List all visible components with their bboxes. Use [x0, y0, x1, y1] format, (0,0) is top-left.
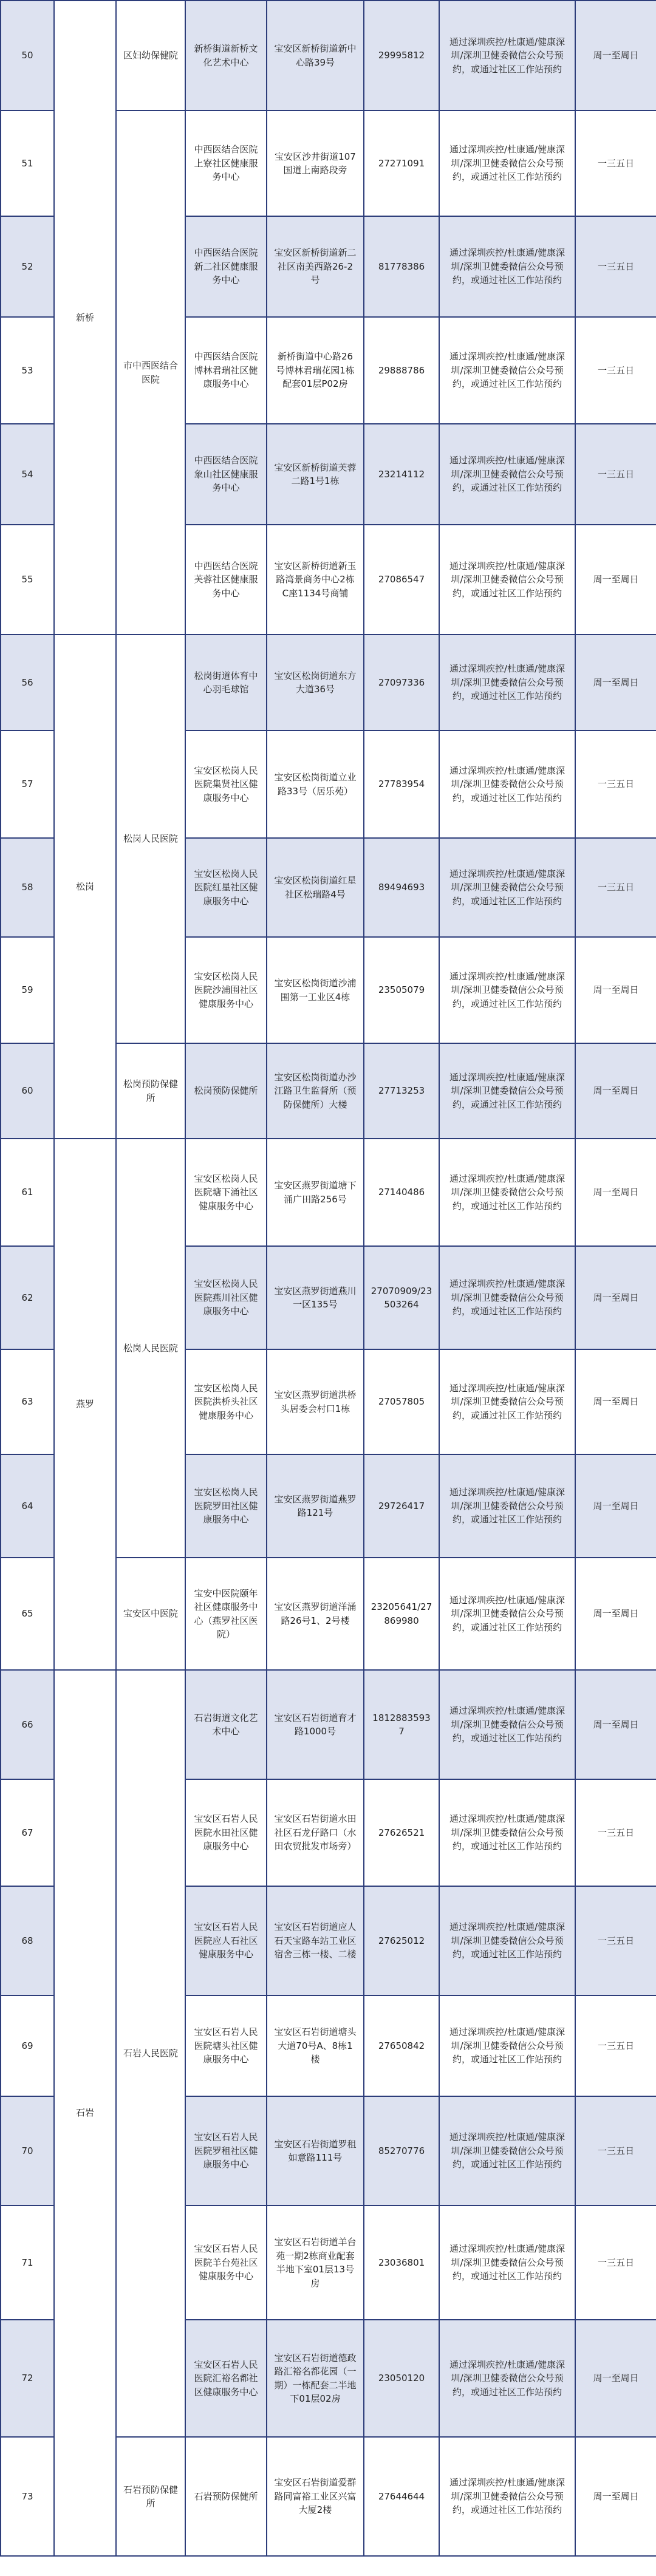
site-phone: 85270776 [364, 2096, 439, 2206]
booking-method: 通过深圳疾控/杜康通/健康深圳/深圳卫健委微信公众号预约，或通过社区工作站预约 [439, 317, 575, 424]
booking-method: 通过深圳疾控/杜康通/健康深圳/深圳卫健委微信公众号预约，或通过社区工作站预约 [439, 1349, 575, 1454]
row-number: 55 [1, 525, 54, 635]
street-cell: 石岩 [54, 1670, 116, 2556]
site-address: 宝安区石岩街道德政路汇裕名都花园（一期）一栋配套二半地下01层02房 [267, 2320, 364, 2437]
row-number: 69 [1, 1995, 54, 2096]
service-days: 周一至周日 [575, 1043, 656, 1139]
site-address: 宝安区石岩街道应人石天宝路车站工业区宿舍三栋一楼、二楼 [267, 1886, 364, 1995]
row-number: 70 [1, 2096, 54, 2206]
site-address: 宝安区石岩街道塘头大道70号A、8栋1楼 [267, 1995, 364, 2096]
site-name: 宝安区松岗人民医院集贤社区健康服务中心 [185, 731, 267, 838]
booking-method: 通过深圳疾控/杜康通/健康深圳/深圳卫健委微信公众号预约，或通过社区工作站预约 [439, 424, 575, 525]
service-days: 周一至周日 [575, 937, 656, 1043]
booking-method: 通过深圳疾控/杜康通/健康深圳/深圳卫健委微信公众号预约，或通过社区工作站预约 [439, 937, 575, 1043]
service-days: 一三五日 [575, 317, 656, 424]
site-address: 宝安区石岩街道羊台苑一期2栋商业配套半地下室01层13号房 [267, 2206, 364, 2320]
site-address: 宝安区燕罗街道洪桥头居委会村口1栋 [267, 1349, 364, 1454]
row-number: 59 [1, 937, 54, 1043]
service-days: 周一至周日 [575, 2320, 656, 2437]
row-number: 67 [1, 1779, 54, 1886]
site-phone: 18128835937 [364, 1670, 439, 1779]
org-cell: 宝安区中医院 [116, 1558, 185, 1670]
site-address: 宝安区新桥街道新二社区南美西路26-2号 [267, 216, 364, 317]
booking-method: 通过深圳疾控/杜康通/健康深圳/深圳卫健委微信公众号预约，或通过社区工作站预约 [439, 1246, 575, 1349]
row-number: 61 [1, 1139, 54, 1246]
site-name: 宝安区松岗人民医院罗田社区健康服务中心 [185, 1454, 267, 1558]
site-name: 中西医结合医院芙蓉社区健康服务中心 [185, 525, 267, 635]
site-name: 宝安区松岗人民医院洪桥头社区健康服务中心 [185, 1349, 267, 1454]
site-phone: 27086547 [364, 525, 439, 635]
booking-method: 通过深圳疾控/杜康通/健康深圳/深圳卫健委微信公众号预约，或通过社区工作站预约 [439, 731, 575, 838]
site-address: 宝安区石岩街道罗租如意路111号 [267, 2096, 364, 2206]
org-cell: 松岗人民医院 [116, 635, 185, 1043]
site-address: 宝安区燕罗街道洋涌路26号1、2号楼 [267, 1558, 364, 1670]
row-number: 66 [1, 1670, 54, 1779]
row-number: 60 [1, 1043, 54, 1139]
row-number: 56 [1, 635, 54, 731]
booking-method: 通过深圳疾控/杜康通/健康深圳/深圳卫健委微信公众号预约，或通过社区工作站预约 [439, 2206, 575, 2320]
service-days: 一三五日 [575, 1886, 656, 1995]
site-name: 宝安区石岩人民医院塘头社区健康服务中心 [185, 1995, 267, 2096]
site-address: 宝安区燕罗街道燕川一区135号 [267, 1246, 364, 1349]
site-phone: 23036801 [364, 2206, 439, 2320]
booking-method: 通过深圳疾控/杜康通/健康深圳/深圳卫健委微信公众号预约，或通过社区工作站预约 [439, 1995, 575, 2096]
booking-method: 通过深圳疾控/杜康通/健康深圳/深圳卫健委微信公众号预约，或通过社区工作站预约 [439, 111, 575, 216]
site-address: 宝安区燕罗街道塘下涌广田路256号 [267, 1139, 364, 1246]
site-phone: 29888786 [364, 317, 439, 424]
row-number: 58 [1, 838, 54, 937]
site-name: 宝安区松岗人民医院沙浦围社区健康服务中心 [185, 937, 267, 1043]
org-cell: 石岩预防保健所 [116, 2437, 185, 2556]
service-days: 一三五日 [575, 731, 656, 838]
table-row [1, 635, 656, 731]
row-number: 65 [1, 1558, 54, 1670]
booking-method: 通过深圳疾控/杜康通/健康深圳/深圳卫健委微信公众号预约，或通过社区工作站预约 [439, 2437, 575, 2556]
service-days: 周一至周日 [575, 1139, 656, 1246]
booking-method: 通过深圳疾控/杜康通/健康深圳/深圳卫健委微信公众号预约，或通过社区工作站预约 [439, 1, 575, 111]
site-name: 宝安区石岩人民医院羊台苑社区健康服务中心 [185, 2206, 267, 2320]
row-number: 57 [1, 731, 54, 838]
booking-method: 通过深圳疾控/杜康通/健康深圳/深圳卫健委微信公众号预约，或通过社区工作站预约 [439, 1139, 575, 1246]
row-number: 53 [1, 317, 54, 424]
site-address: 宝安区松岗街道红星社区松瑞路4号 [267, 838, 364, 937]
site-name: 松岗预防保健所 [185, 1043, 267, 1139]
site-name: 宝安区松岗人民医院塘下涌社区健康服务中心 [185, 1139, 267, 1246]
site-phone: 27097336 [364, 635, 439, 731]
row-number: 72 [1, 2320, 54, 2437]
service-days: 周一至周日 [575, 1670, 656, 1779]
site-name: 石岩预防保健所 [185, 2437, 267, 2556]
row-number: 64 [1, 1454, 54, 1558]
site-name: 宝安区石岩人民医院汇裕名都社区健康服务中心 [185, 2320, 267, 2437]
site-address: 宝安区松岗街道办沙江路卫生监督所（预防保健所）大楼 [267, 1043, 364, 1139]
site-phone: 23214112 [364, 424, 439, 525]
site-name: 石岩街道文化艺术中心 [185, 1670, 267, 1779]
site-phone: 27713253 [364, 1043, 439, 1139]
service-days: 周一至周日 [575, 1246, 656, 1349]
row-number: 71 [1, 2206, 54, 2320]
site-address: 宝安区新桥街道新中心路39号 [267, 1, 364, 111]
site-address: 宝安区沙井街道107国道上南路段旁 [267, 111, 364, 216]
row-number: 54 [1, 424, 54, 525]
site-address: 宝安区燕罗街道燕罗路121号 [267, 1454, 364, 1558]
site-address: 宝安区松岗街道东方大道36号 [267, 635, 364, 731]
row-number: 50 [1, 1, 54, 111]
site-phone: 27070909/23503264 [364, 1246, 439, 1349]
service-days: 周一至周日 [575, 1454, 656, 1558]
site-phone: 27626521 [364, 1779, 439, 1886]
booking-method: 通过深圳疾控/杜康通/健康深圳/深圳卫健委微信公众号预约，或通过社区工作站预约 [439, 1454, 575, 1558]
service-days: 一三五日 [575, 2096, 656, 2206]
service-days: 一三五日 [575, 216, 656, 317]
site-phone: 29726417 [364, 1454, 439, 1558]
street-cell: 松岗 [54, 635, 116, 1139]
site-phone: 27783954 [364, 731, 439, 838]
org-cell: 区妇幼保健院 [116, 1, 185, 111]
service-days: 一三五日 [575, 1779, 656, 1886]
site-name: 中西医结合医院象山社区健康服务中心 [185, 424, 267, 525]
service-days: 一三五日 [575, 838, 656, 937]
service-days: 周一至周日 [575, 635, 656, 731]
site-phone: 27271091 [364, 111, 439, 216]
site-phone: 27057805 [364, 1349, 439, 1454]
site-name: 宝安区松岗人民医院红星社区健康服务中心 [185, 838, 267, 937]
site-phone: 27650842 [364, 1995, 439, 2096]
service-days: 周一至周日 [575, 1349, 656, 1454]
site-address: 宝安区松岗街道立业路33号（居乐苑） [267, 731, 364, 838]
booking-method: 通过深圳疾控/杜康通/健康深圳/深圳卫健委微信公众号预约，或通过社区工作站预约 [439, 635, 575, 731]
booking-method: 通过深圳疾控/杜康通/健康深圳/深圳卫健委微信公众号预约，或通过社区工作站预约 [439, 216, 575, 317]
site-phone: 23205641/27869980 [364, 1558, 439, 1670]
booking-method: 通过深圳疾控/杜康通/健康深圳/深圳卫健委微信公众号预约，或通过社区工作站预约 [439, 1886, 575, 1995]
booking-method: 通过深圳疾控/杜康通/健康深圳/深圳卫健委微信公众号预约，或通过社区工作站预约 [439, 1779, 575, 1886]
service-days: 一三五日 [575, 111, 656, 216]
site-phone: 29995812 [364, 1, 439, 111]
site-phone: 81778386 [364, 216, 439, 317]
service-days: 一三五日 [575, 1995, 656, 2096]
org-cell: 市中西医结合医院 [116, 111, 185, 635]
booking-method: 通过深圳疾控/杜康通/健康深圳/深圳卫健委微信公众号预约，或通过社区工作站预约 [439, 1043, 575, 1139]
org-cell: 松岗预防保健所 [116, 1043, 185, 1139]
service-days: 周一至周日 [575, 525, 656, 635]
org-cell: 石岩人民医院 [116, 1670, 185, 2437]
service-days: 周一至周日 [575, 1558, 656, 1670]
site-name: 中西医结合医院新二社区健康服务中心 [185, 216, 267, 317]
org-cell: 松岗人民医院 [116, 1139, 185, 1558]
street-cell: 燕罗 [54, 1139, 116, 1670]
site-name: 松岗街道体育中心羽毛球馆 [185, 635, 267, 731]
service-days: 周一至周日 [575, 2437, 656, 2556]
site-address: 宝安区石岩街道水田社区石龙仔路口（水田农贸批发市场旁） [267, 1779, 364, 1886]
row-number: 68 [1, 1886, 54, 1995]
booking-method: 通过深圳疾控/杜康通/健康深圳/深圳卫健委微信公众号预约，或通过社区工作站预约 [439, 838, 575, 937]
booking-method: 通过深圳疾控/杜康通/健康深圳/深圳卫健委微信公众号预约，或通过社区工作站预约 [439, 1670, 575, 1779]
site-phone: 27140486 [364, 1139, 439, 1246]
street-cell: 新桥 [54, 1, 116, 635]
service-days: 周一至周日 [575, 1, 656, 111]
site-phone: 89494693 [364, 838, 439, 937]
table-row [1, 1670, 656, 1779]
site-name: 宝安区石岩人民医院水田社区健康服务中心 [185, 1779, 267, 1886]
row-number: 63 [1, 1349, 54, 1454]
table-row [1, 1139, 656, 1246]
row-number: 51 [1, 111, 54, 216]
table-row [1, 1, 656, 111]
site-phone: 27625012 [364, 1886, 439, 1995]
site-name: 宝安区石岩人民医院罗租社区健康服务中心 [185, 2096, 267, 2206]
site-address: 宝安区松岗街道沙浦围第一工业区4栋 [267, 937, 364, 1043]
site-address: 宝安区石岩街道育才路1000号 [267, 1670, 364, 1779]
site-address: 宝安区新桥街道芙蓉二路1号1栋 [267, 424, 364, 525]
booking-method: 通过深圳疾控/杜康通/健康深圳/深圳卫健委微信公众号预约，或通过社区工作站预约 [439, 2320, 575, 2437]
site-phone: 27644644 [364, 2437, 439, 2556]
booking-method: 通过深圳疾控/杜康通/健康深圳/深圳卫健委微信公众号预约，或通过社区工作站预约 [439, 525, 575, 635]
site-name: 宝安区松岗人民医院燕川社区健康服务中心 [185, 1246, 267, 1349]
booking-method: 通过深圳疾控/杜康通/健康深圳/深圳卫健委微信公众号预约，或通过社区工作站预约 [439, 2096, 575, 2206]
table-body [1, 1, 656, 2556]
site-address: 宝安区石岩街道爱群路同富裕工业区兴富大厦2楼 [267, 2437, 364, 2556]
service-days: 一三五日 [575, 424, 656, 525]
site-phone: 23505079 [364, 937, 439, 1043]
site-name: 新桥街道新桥文化艺术中心 [185, 1, 267, 111]
booking-method: 通过深圳疾控/杜康通/健康深圳/深圳卫健委微信公众号预约，或通过社区工作站预约 [439, 1558, 575, 1670]
site-name: 宝安中医院颐年社区健康服务中心（燕罗社区医院） [185, 1558, 267, 1670]
service-days: 一三五日 [575, 2206, 656, 2320]
row-number: 62 [1, 1246, 54, 1349]
site-name: 中西医结合医院上寮社区健康服务中心 [185, 111, 267, 216]
site-phone: 23050120 [364, 2320, 439, 2437]
site-name: 中西医结合医院博林君瑞社区健康服务中心 [185, 317, 267, 424]
site-name: 宝安区石岩人民医院应人石社区健康服务中心 [185, 1886, 267, 1995]
row-number: 73 [1, 2437, 54, 2556]
site-address: 新桥街道中心路26号博林君瑞花园1栋配套01层P02房 [267, 317, 364, 424]
site-address: 宝安区新桥街道新玉路湾景商务中心2栋C座1134号商铺 [267, 525, 364, 635]
row-number: 52 [1, 216, 54, 317]
